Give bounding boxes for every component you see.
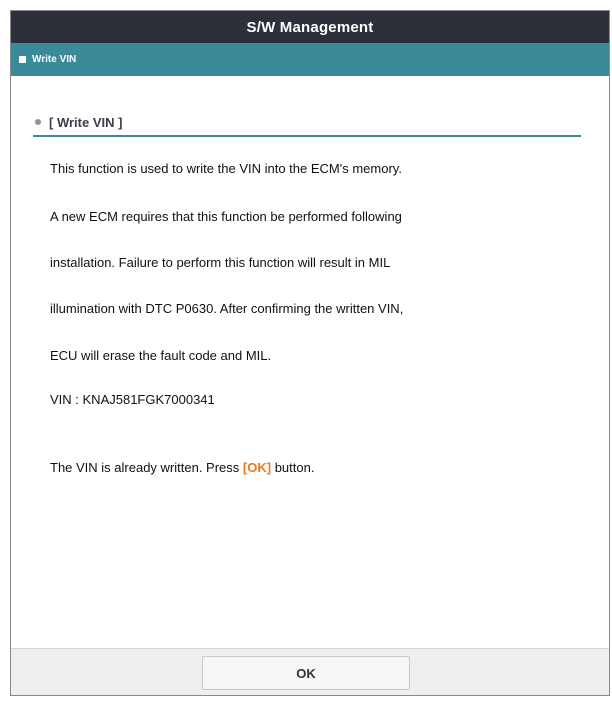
status-prefix: The VIN is already written. Press bbox=[50, 460, 243, 475]
sw-management-dialog bbox=[10, 10, 610, 696]
section-header bbox=[11, 43, 609, 76]
circle-bullet-icon bbox=[35, 119, 41, 125]
section-title: Write VIN bbox=[32, 54, 77, 65]
description-line-4: illumination with DTC P0630. After confirming the written VIN, bbox=[50, 301, 404, 316]
ok-button[interactable]: OK bbox=[202, 656, 410, 690]
vin-value: VIN : KNAJ581FGK7000341 bbox=[50, 392, 215, 407]
dialog-footer bbox=[11, 648, 609, 695]
description-line-3: installation. Failure to perform this function will result in MIL bbox=[50, 255, 391, 270]
description-line-2: A new ECM requires that this function be performed following bbox=[50, 209, 402, 224]
heading-row bbox=[33, 109, 581, 137]
content-area bbox=[11, 76, 609, 649]
square-bullet-icon bbox=[19, 56, 26, 63]
description-line-1: This function is used to write the VIN into the ECM's memory. bbox=[50, 161, 402, 176]
status-message bbox=[50, 460, 314, 475]
status-suffix: button. bbox=[271, 460, 315, 475]
description-line-5: ECU will erase the fault code and MIL. bbox=[50, 348, 272, 363]
content-heading: [ Write VIN ] bbox=[49, 114, 123, 130]
window-title: S/W Management bbox=[11, 11, 609, 43]
ok-highlight-text: [OK] bbox=[242, 460, 272, 475]
